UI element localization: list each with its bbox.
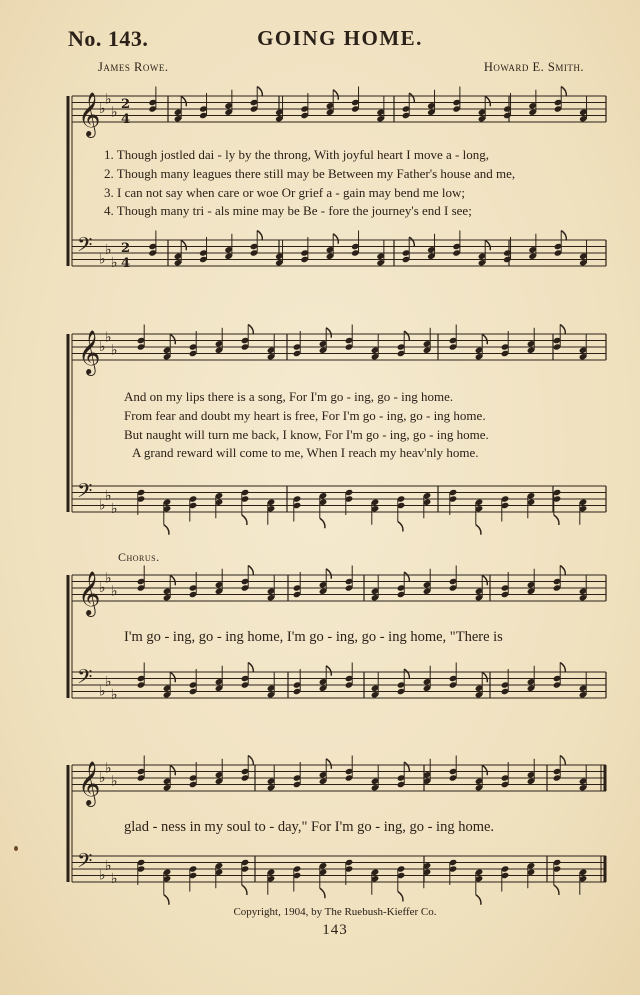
bass-4-flag <box>554 885 559 895</box>
verse-3-line-2: But naught will turn me back, I know, For I'm go - ing, go - ing home. <box>124 427 489 442</box>
treble-1-flag <box>409 93 414 103</box>
flat-sign-icon: ♭ <box>99 867 106 884</box>
flat-sign-icon: ♭ <box>111 254 118 271</box>
hymn-number: No. 143. <box>68 26 149 51</box>
treble-2-flag <box>404 331 409 341</box>
flat-sign-icon: ♭ <box>105 760 112 777</box>
flat-sign-icon: ♭ <box>105 329 112 346</box>
time-signature-top: 2 <box>121 97 131 112</box>
verse-2-line-1: 2. Though many leagues there still may be Between my Father's house and me, <box>104 166 516 181</box>
treble-4-flag <box>170 765 175 775</box>
bass-1-flag <box>333 234 338 244</box>
chorus-line-1: I'm go - ing, go - ing home, I'm go - ing, go - ing home, "There is <box>124 629 503 645</box>
bass-2-flag <box>476 525 481 535</box>
time-signature-bottom: 4 <box>121 256 131 271</box>
flat-sign-icon: ♭ <box>99 339 106 355</box>
treble-1-flag <box>181 96 186 106</box>
bass-3-flag <box>560 663 565 673</box>
bass-clef-icon: 𝄢 <box>77 665 93 693</box>
treble-1-flag <box>333 90 338 100</box>
bass-3-flag <box>404 669 409 679</box>
treble-3-flag <box>170 575 175 585</box>
bass-3-flag <box>170 672 175 682</box>
verse-4-line-1: 4. Though many tri - als mine may be Be - fore the journey's end I see; <box>104 203 472 218</box>
treble-4-flag <box>404 762 409 772</box>
bass-4-flag <box>398 892 403 902</box>
treble-4-flag <box>482 765 487 775</box>
bass-4-flag <box>242 885 247 895</box>
bass-4-flag <box>164 895 169 905</box>
bass-1-flag <box>409 237 414 247</box>
bass-3-flag <box>248 663 253 673</box>
bass-4-flag <box>320 888 325 898</box>
treble-2-flag <box>326 328 331 338</box>
bass-2-flag <box>320 518 325 528</box>
flat-sign-icon: ♭ <box>111 583 118 600</box>
treble-4-flag <box>326 759 331 769</box>
flat-sign-icon: ♭ <box>105 857 112 874</box>
treble-3-flag <box>326 569 331 579</box>
bass-3-flag <box>482 672 487 682</box>
verse-3-line-1: 3. I can not say when care or woe Or grief a - gain may bend me low; <box>104 185 465 200</box>
flat-sign-icon: ♭ <box>111 773 118 790</box>
flat-sign-icon: ♭ <box>99 770 106 786</box>
chorus-line-2: glad - ness in my soul to - day," For I'm go - ing, go - ing home. <box>124 819 495 835</box>
treble-3-flag <box>482 575 487 585</box>
treble-1-flag <box>485 96 490 106</box>
treble-2-flag <box>482 334 487 344</box>
verse-2-line-2: From fear and doubt my heart is free, For I'm go - ing, go - ing home. <box>124 408 486 423</box>
treble-clef-icon: 𝄞 <box>78 330 101 374</box>
flat-sign-icon: ♭ <box>99 497 106 514</box>
treble-3-flag <box>404 572 409 582</box>
page-number: 143 <box>322 922 348 938</box>
bass-1-flag <box>485 240 490 250</box>
flat-sign-icon: ♭ <box>105 91 112 108</box>
bass-clef-icon: 𝄢 <box>77 849 93 877</box>
lyricist-credit: James Rowe. <box>98 60 169 74</box>
flat-sign-icon: ♭ <box>111 870 118 887</box>
bass-1-flag <box>181 240 186 250</box>
treble-clef-icon: 𝄞 <box>78 92 101 136</box>
copyright-notice: Copyright, 1904, by The Ruebush-Kieffer Co. <box>233 906 437 918</box>
flat-sign-icon: ♭ <box>99 683 106 700</box>
treble-2-flag <box>248 325 253 335</box>
verse-4-line-2: A grand reward will come to me, When I reach my heav'nly home. <box>132 445 479 460</box>
flat-sign-icon: ♭ <box>111 342 118 359</box>
bass-clef-icon: 𝄢 <box>77 233 93 261</box>
treble-4-flag <box>248 756 253 766</box>
treble-clef-icon: 𝄞 <box>78 761 101 805</box>
treble-3-flag <box>248 566 253 576</box>
composer-credit: Howard E. Smith. <box>483 60 584 74</box>
paper-spot <box>14 846 18 851</box>
bass-1-flag <box>561 231 566 241</box>
time-signature-top: 2 <box>121 241 131 256</box>
treble-4-flag <box>560 756 565 766</box>
bass-2-flag <box>242 515 247 525</box>
bass-2-flag <box>554 515 559 525</box>
bass-2-flag <box>398 522 403 532</box>
time-signature-bottom: 4 <box>121 112 131 127</box>
treble-1-flag <box>257 87 262 97</box>
treble-3-flag <box>560 566 565 576</box>
flat-sign-icon: ♭ <box>111 686 118 703</box>
bass-1-flag <box>257 231 262 241</box>
treble-1-flag <box>561 87 566 97</box>
flat-sign-icon: ♭ <box>105 241 112 258</box>
bass-4-flag <box>476 895 481 905</box>
flat-sign-icon: ♭ <box>105 673 112 690</box>
flat-sign-icon: ♭ <box>111 500 118 517</box>
treble-clef-icon: 𝄞 <box>78 571 101 615</box>
verse-1-line-2: And on my lips there is a song, For I'm go - ing, go - ing home. <box>124 389 454 404</box>
bass-3-flag <box>326 666 331 676</box>
bass-2-flag <box>164 525 169 535</box>
chorus-label: Chorus. <box>118 550 160 564</box>
treble-2-flag <box>170 334 175 344</box>
treble-2-flag <box>560 325 565 335</box>
flat-sign-icon: ♭ <box>105 570 112 587</box>
hymn-title: GOING HOME. <box>257 26 423 50</box>
flat-sign-icon: ♭ <box>99 101 106 117</box>
flat-sign-icon: ♭ <box>105 487 112 504</box>
flat-sign-icon: ♭ <box>99 251 106 268</box>
bass-clef-icon: 𝄢 <box>77 479 93 507</box>
flat-sign-icon: ♭ <box>99 580 106 596</box>
verse-1-line-1: 1. Though jostled dai - ly by the throng, With joyful heart I move a - long, <box>104 147 489 162</box>
flat-sign-icon: ♭ <box>111 104 118 121</box>
